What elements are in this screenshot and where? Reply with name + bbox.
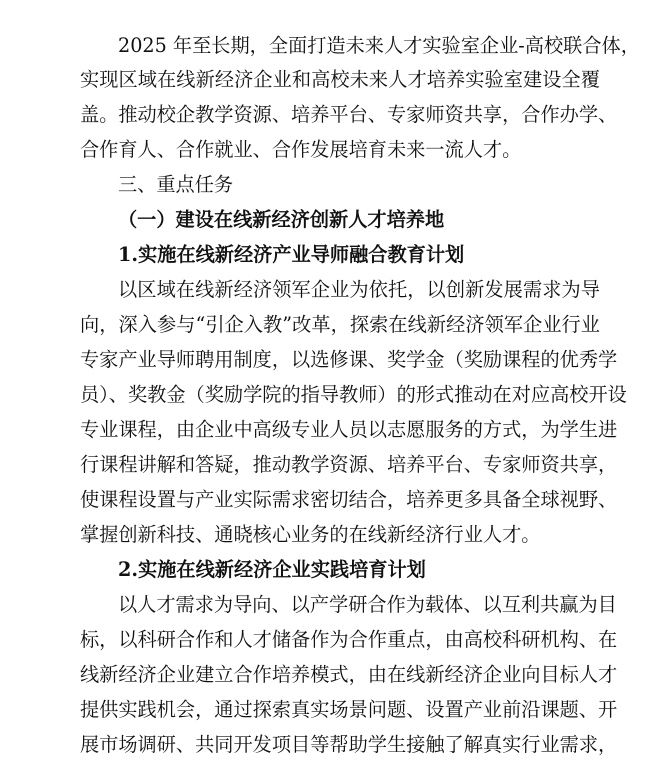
paragraph-line-9: 专业课程，由企业中高级专业人员以志愿服务的方式，为学生进 <box>80 418 618 441</box>
paragraph-line-12: 掌握创新科技、通晓核心业务的在线新经济行业人才。 <box>80 523 541 546</box>
paragraph-line-17: 展市场调研、共同开发项目等帮助学生接触了解真实行业需求， <box>80 733 618 756</box>
paragraph-line-3: 盖。推动校企教学资源、培养平台、专家师资共享，合作办学、 <box>80 103 618 126</box>
paragraph-line-7: 专家产业导师聘用制度，以选修课、奖学金（奖励课程的优秀学 <box>80 348 618 371</box>
item-heading-1: 1.实施在线新经济产业导师融合教育计划 <box>118 243 465 266</box>
paragraph-line-5: 以区域在线新经济领军企业为依托，以创新发展需求为导 <box>118 278 600 301</box>
paragraph-line-2: 实现区域在线新经济企业和高校未来人才培养实验室建设全覆 <box>80 68 600 91</box>
paragraph-line-10: 行课程讲解和答疑，推动教学资源、培养平台、专家师资共享， <box>80 453 618 476</box>
paragraph-line-8: 员）、奖教金（奖励学院的指导教师）的形式推动在对应高校开设 <box>80 383 627 406</box>
section-heading: 三、重点任务 <box>118 173 234 196</box>
item-heading-2: 2.实施在线新经济企业实践培育计划 <box>118 558 426 581</box>
paragraph-line-14: 标，以科研合作和人才储备作为合作重点，由高校科研机构、在 <box>80 628 618 651</box>
paragraph-line-13: 以人才需求为导向、以产学研合作为载体、以互利共赢为目 <box>118 593 617 616</box>
subsection-heading: （一）建设在线新经济创新人才培养地 <box>118 208 445 231</box>
paragraph-line-4: 合作育人、合作就业、合作发展培育未来一流人才。 <box>80 138 522 161</box>
paragraph-line-1: 2025 年至长期，全面打造未来人才实验室企业-高校联合体， <box>118 34 640 57</box>
paragraph-line-15: 线新经济企业建立合作培养模式，由在线新经济企业向目标人才 <box>80 663 618 686</box>
paragraph-line-16: 提供实践机会，通过探索真实场景问题、设置产业前沿课题、开 <box>80 698 618 721</box>
paragraph-line-11: 使课程设置与产业实际需求密切结合，培养更多具备全球视野、 <box>80 488 618 511</box>
paragraph-line-6: 向，深入参与“引企入教”改革，探索在线新经济领军企业行业 <box>80 313 600 336</box>
